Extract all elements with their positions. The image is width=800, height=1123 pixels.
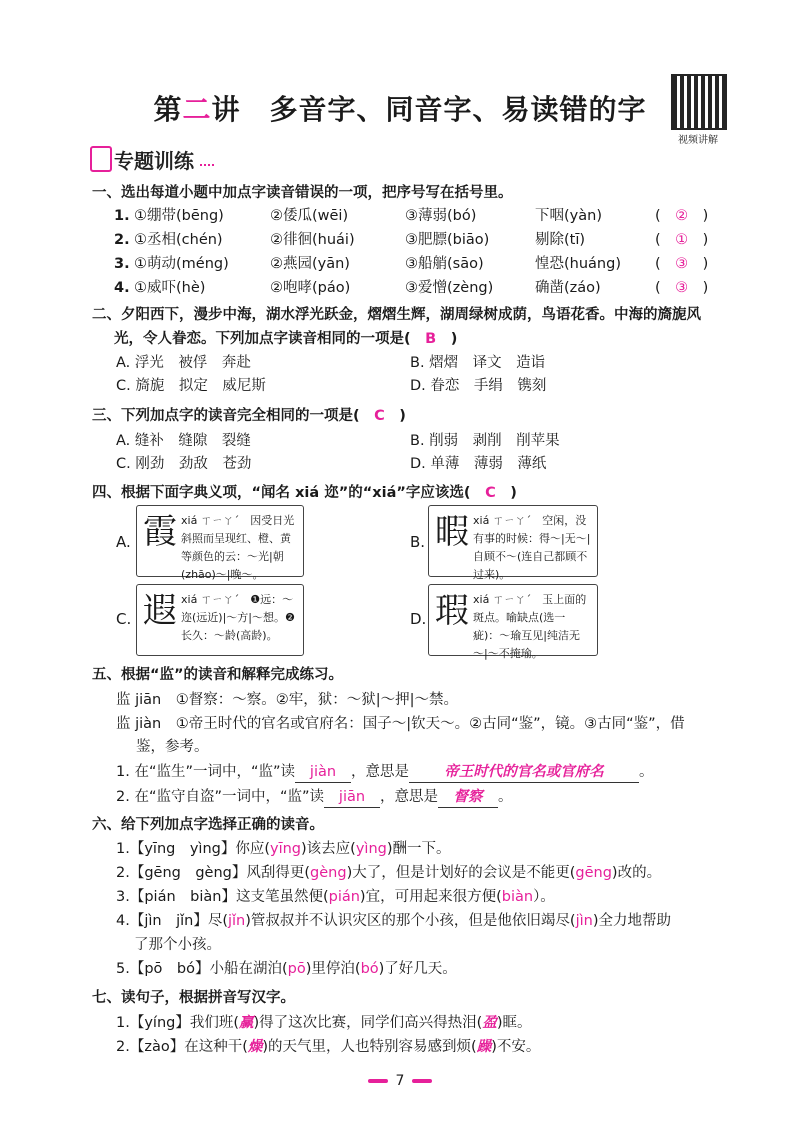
answer: ③ bbox=[675, 280, 689, 296]
text: 4.【jìn jǐn】尽( bbox=[116, 913, 228, 929]
dict-char: 遐 bbox=[143, 591, 177, 631]
dict-def: xiá ㄒㄧㄚˊ 因受日光斜照而呈现红、橙、黄等颜色的云：～光|朝(zhāo)～|晚～。 bbox=[181, 514, 295, 581]
q5-sub-1 bbox=[116, 762, 654, 783]
q1-opt-d: 确凿(záo) bbox=[535, 280, 601, 296]
q5-stem: 五、根据“监”的读音和解释完成练习。 bbox=[92, 667, 344, 683]
q7-line-2 bbox=[116, 1037, 540, 1057]
row-num: 4. bbox=[114, 280, 130, 296]
q1-opt-b: ②倭瓜(wēi) bbox=[270, 208, 349, 224]
dict-entry-a bbox=[136, 505, 304, 581]
text: )管叔叔并不认识灾区的那个小孩，但是他依旧竭尽( bbox=[245, 913, 576, 929]
q5-reading-1: 监 jiān ①督察：～察。②牢，狱：～狱|～押|～禁。 bbox=[116, 692, 459, 708]
q3-opt-d: D. 单薄 薄弱 薄纸 bbox=[410, 456, 547, 472]
q1-opt-c: ③爱憎(zèng) bbox=[405, 280, 494, 296]
text: )宜，可用起来很方便( bbox=[359, 889, 502, 905]
answer: gèng bbox=[310, 865, 347, 881]
stem-text: 四、根据下面字典义项，“闻名 xiá 迩”的“xiá”字应该选( bbox=[92, 485, 471, 501]
q2-opt-c: C. 旖旎 拟定 威尼斯 bbox=[116, 378, 266, 394]
text: )眶。 bbox=[496, 1015, 532, 1031]
q1-row bbox=[114, 230, 130, 250]
text: )全力地帮助 bbox=[592, 913, 671, 929]
text: )了好几天。 bbox=[378, 961, 457, 977]
page-number: 7 bbox=[395, 1073, 405, 1089]
q1-row bbox=[114, 206, 130, 226]
answer: pō bbox=[287, 961, 306, 977]
text: 2.【gēng gèng】风刮得更( bbox=[116, 865, 311, 881]
dict-char: 瑕 bbox=[435, 591, 469, 631]
q7-line-1 bbox=[116, 1013, 532, 1033]
footer-bar-right bbox=[412, 1079, 432, 1083]
text: )酬一下。 bbox=[386, 841, 451, 857]
answer-meaning: 帝王时代的官名或官府名 bbox=[409, 762, 639, 783]
q1-opt-a: ①丞相(chén) bbox=[134, 232, 223, 248]
q1-opt-a: ①绷带(bēng) bbox=[134, 208, 224, 224]
q5-reading-2b: 鉴，参考。 bbox=[136, 739, 209, 755]
answer: jiàn bbox=[295, 762, 351, 783]
q1-opt-d: 惶恐(huáng) bbox=[535, 256, 621, 272]
q1-opt-b: ②徘徊(huái) bbox=[270, 232, 355, 248]
q6-line-4b: 了那个小孩。 bbox=[134, 937, 221, 953]
answer: 盈 bbox=[482, 1014, 497, 1031]
answer: ② bbox=[675, 208, 689, 224]
q1-answer: ( ③ ) bbox=[655, 256, 709, 272]
text: 。 bbox=[498, 789, 513, 805]
title-mid: 讲 bbox=[211, 93, 241, 126]
q6-line-3 bbox=[116, 887, 555, 907]
text: 2. 在“监守自盗”一词中，“监”读 bbox=[116, 789, 324, 805]
footer-bar-left bbox=[368, 1079, 388, 1083]
q5-reading-2: 监 jiàn ①帝王时代的官名或官府名：国子～|钦天～。②古同“鉴”，镜。③古同“鉴”，借 bbox=[116, 716, 685, 732]
qr-code-icon[interactable] bbox=[671, 74, 727, 130]
q1-opt-a: ①威吓(hè) bbox=[134, 280, 206, 296]
q5-sub-2 bbox=[116, 787, 513, 808]
dict-char: 暇 bbox=[435, 512, 469, 552]
answer: jiān bbox=[324, 787, 380, 808]
q6-line-1 bbox=[116, 839, 451, 859]
q1-stem: 一、选出每道小题中加点字读音错误的一项，把序号写在括号里。 bbox=[92, 185, 513, 201]
answer: pián bbox=[328, 889, 360, 905]
answer: ③ bbox=[675, 256, 689, 272]
answer: C bbox=[485, 485, 496, 501]
page-footer bbox=[340, 1073, 460, 1089]
q1-row bbox=[114, 254, 130, 274]
text: 2.【zào】在这种干( bbox=[116, 1039, 248, 1055]
answer: jǐn bbox=[228, 913, 246, 929]
text: 1. 在“监生”一词中，“监”读 bbox=[116, 764, 295, 780]
q7-stem: 七、读句子，根据拼音写汉字。 bbox=[92, 990, 295, 1006]
dict-char: 霞 bbox=[143, 512, 177, 552]
decorative-dots bbox=[200, 156, 214, 166]
q3-stem: 三、下列加点字的读音完全相同的一项是( C ) bbox=[92, 408, 406, 424]
q2-stem-1: 二、夕阳西下，漫步中海，湖水浮光跃金，熠熠生辉，湖周绿树成荫，鸟语花香。中海的旖旎风 bbox=[92, 307, 701, 323]
q6-line-4 bbox=[116, 911, 671, 931]
q1-opt-c: ③肥膘(biāo) bbox=[405, 232, 490, 248]
q1-row bbox=[114, 278, 130, 298]
q1-answer: ( ③ ) bbox=[655, 280, 709, 296]
dict-entry-d bbox=[428, 584, 598, 660]
answer: C bbox=[374, 408, 385, 424]
title-number: 二 bbox=[182, 93, 212, 126]
title-text: 多音字、同音字、易读错的字 bbox=[269, 93, 647, 126]
qr-label: 视频讲解 bbox=[678, 135, 718, 146]
answer: jìn bbox=[575, 913, 593, 929]
q1-opt-b: ②咆哮(páo) bbox=[270, 280, 351, 296]
text: )里停泊( bbox=[305, 961, 361, 977]
answer: gēng bbox=[575, 865, 612, 881]
stem-text: 光，令人眷恋。下列加点字读音相同的一项是( bbox=[114, 331, 411, 347]
row-num: 2. bbox=[114, 232, 130, 248]
q1-opt-c: ③薄弱(bó) bbox=[405, 208, 477, 224]
notebook-icon bbox=[90, 146, 112, 172]
q4-opt-d-label: D. bbox=[410, 610, 427, 628]
title-prefix: 第 bbox=[153, 93, 183, 126]
q1-opt-a: ①萌动(méng) bbox=[134, 256, 229, 272]
stem-text: 三、下列加点字的读音完全相同的一项是( bbox=[92, 408, 360, 424]
q1-answer: ( ② ) bbox=[655, 208, 709, 224]
q2-opt-b: B. 熠熠 译文 造诣 bbox=[410, 355, 546, 371]
answer: ① bbox=[675, 232, 689, 248]
dict-entry-c bbox=[136, 584, 304, 656]
q3-opt-b: B. 削弱 剥削 削苹果 bbox=[410, 433, 560, 449]
q6-line-5 bbox=[116, 959, 457, 979]
answer: yīng bbox=[270, 841, 302, 857]
answer: 躁 bbox=[476, 1038, 492, 1055]
text: )大了，但是计划好的会议是不能更( bbox=[346, 865, 576, 881]
text: )的天气里，人也特别容易感到烦( bbox=[262, 1039, 477, 1055]
section-title: 专题训练 bbox=[114, 149, 194, 173]
answer: 燥 bbox=[247, 1038, 263, 1055]
q2-stem-2: 光，令人眷恋。下列加点字读音相同的一项是( B ) bbox=[114, 331, 458, 347]
text: )得了这次比赛，同学们高兴得热泪( bbox=[253, 1015, 483, 1031]
q3-opt-a: A. 缝补 缝隙 裂缝 bbox=[116, 433, 251, 449]
q3-opt-c: C. 刚劲 劲敌 苍劲 bbox=[116, 456, 252, 472]
row-num: 1. bbox=[114, 208, 130, 224]
q4-opt-a-label: A. bbox=[116, 533, 131, 551]
text: )改的。 bbox=[611, 865, 662, 881]
answer: bó bbox=[360, 961, 379, 977]
q6-stem: 六、给下列加点字选择正确的读音。 bbox=[92, 817, 324, 833]
text: )该去应( bbox=[301, 841, 356, 857]
q2-opt-a: A. 浮光 被俘 奔赴 bbox=[116, 355, 251, 371]
text: 1.【yīng yìng】你应( bbox=[116, 841, 270, 857]
answer: 赢 bbox=[239, 1014, 254, 1031]
q6-line-2 bbox=[116, 863, 661, 883]
text: 。 bbox=[639, 764, 654, 780]
text: )不安。 bbox=[491, 1039, 541, 1055]
q4-opt-b-label: B. bbox=[410, 533, 426, 551]
q1-opt-d: 剔除(tī) bbox=[535, 232, 586, 248]
answer: yìng bbox=[355, 841, 387, 857]
row-num: 3. bbox=[114, 256, 130, 272]
q1-opt-c: ③船艄(sāo) bbox=[405, 256, 484, 272]
dict-def: xiá ㄒㄧㄚˊ 空闲，没有事的时候：得～|无～|自顾不～(连自己都顾不过来)。 bbox=[473, 514, 591, 581]
dict-def: xiá ㄒㄧㄚˊ ❶远：～迩(远近)|～方|～想。❷长久：～龄(高龄)。 bbox=[181, 593, 295, 642]
text: ）。 bbox=[533, 889, 555, 905]
dict-def: xiá ㄒㄧㄚˊ 玉上面的斑点。喻缺点(选一疵)：～瑜互见|纯洁无～|～不掩瑜。 bbox=[473, 593, 587, 660]
answer: biàn bbox=[501, 889, 534, 905]
q4-opt-c-label: C. bbox=[116, 610, 132, 628]
q1-answer: ( ① ) bbox=[655, 232, 709, 248]
q2-opt-d: D. 眷恋 手绢 镌刻 bbox=[410, 378, 547, 394]
answer-meaning: 督察 bbox=[438, 787, 498, 808]
text: 1.【yíng】我们班( bbox=[116, 1015, 239, 1031]
text: ，意思是 bbox=[351, 764, 409, 780]
q4-stem: 四、根据下面字典义项，“闻名 xiá 迩”的“xiá”字应该选( C ) bbox=[92, 485, 517, 501]
q1-opt-d: 下咽(yàn) bbox=[535, 208, 602, 224]
answer: B bbox=[425, 331, 437, 347]
text: ，意思是 bbox=[380, 789, 438, 805]
text: 3.【pián biàn】这支笔虽然便( bbox=[116, 889, 329, 905]
dict-entry-b bbox=[428, 505, 598, 581]
text: 5.【pō bó】小船在湖泊( bbox=[116, 961, 288, 977]
q1-opt-b: ②燕园(yān) bbox=[270, 256, 350, 272]
